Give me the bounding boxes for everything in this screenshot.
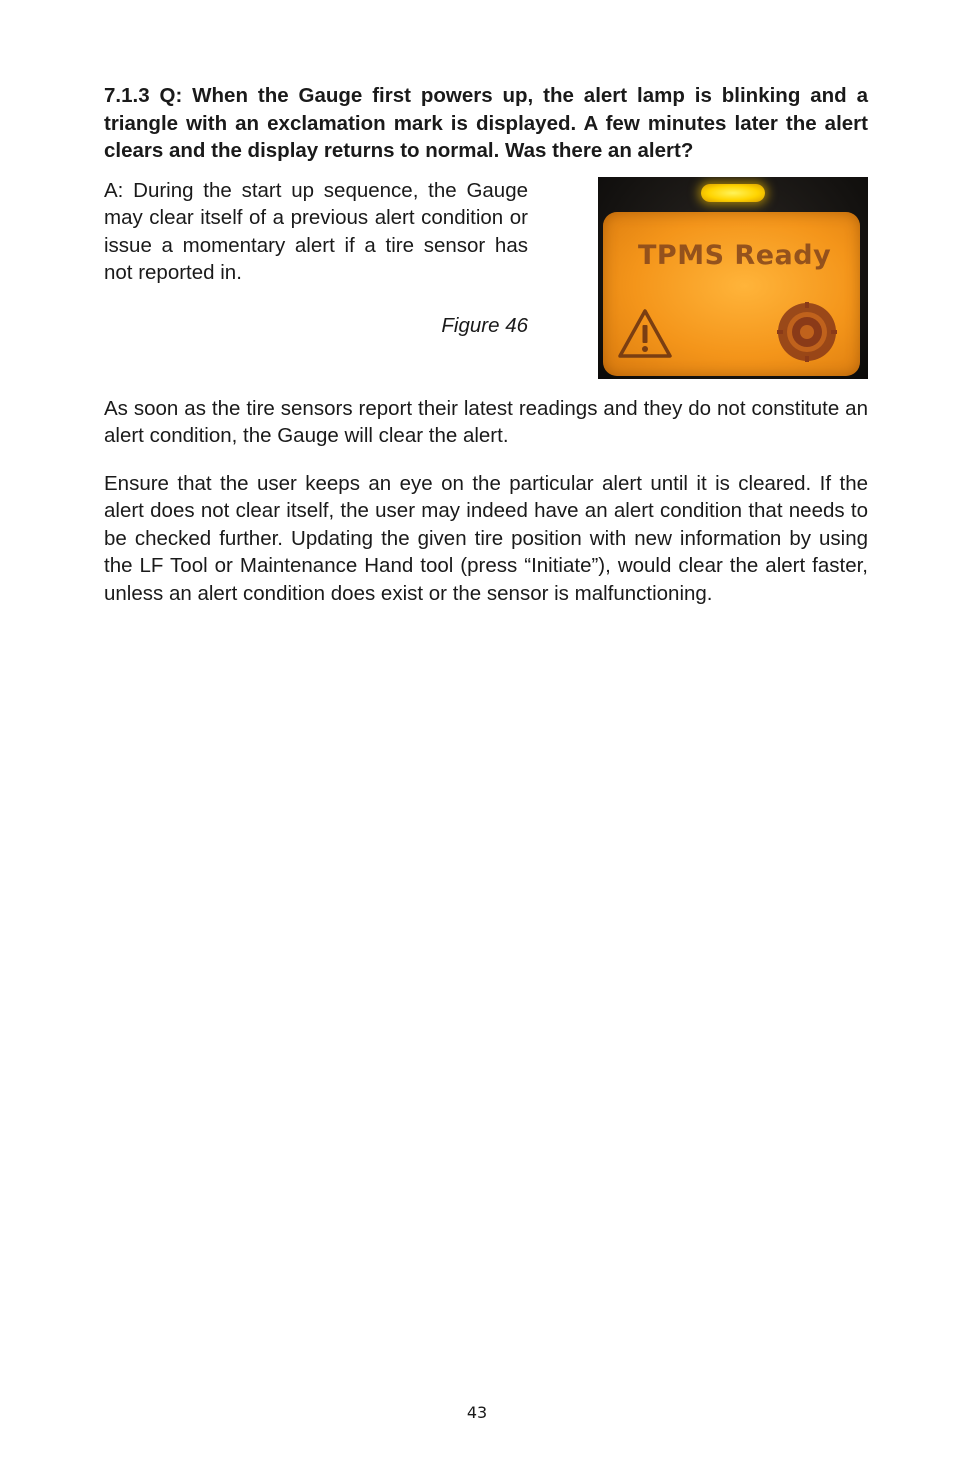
display-text: TPMS Ready [638,239,832,271]
tire-icon [775,300,839,364]
answer-text: A: During the start up sequence, the Gauge may clear itself of a previous alert condition or issue a momentary alert if a tire sensor has not reported in. [104,178,528,284]
paragraph-clear-alert: As soon as the tire sensors report their latest readings and they do not constitute an alert condition, the Gauge will clear the alert. [104,396,868,447]
figure-gauge-photo [598,177,868,379]
alert-lamp [701,184,765,202]
gauge-display [603,212,860,376]
answer-column [104,177,528,379]
figure-caption: Figure 46 [441,313,528,337]
warning-triangle-icon [617,308,673,360]
question-heading: 7.1.3 Q: When the Gauge first powers up, the alert lamp is blinking and a triangle with an exclamation mark is displayed. A few minutes later the alert clears and the display returns to normal. Was there an alert? [104,84,868,162]
paragraph-ensure-user: Ensure that the user keeps an eye on the particular alert until it is cleared. If the alert does not clear itself, the user may indeed have an alert condition that needs to be checked further. Updating the given tire position with new information by using the LF Tool or Maintenance Hand tool (press “Initiate”), would clear the alert faster, unless an alert condition does exist or the sensor is malfunctioning. [104,471,868,605]
answer-figure-row [104,177,868,379]
document-page [104,82,868,607]
page-number: 43 [466,1403,488,1422]
